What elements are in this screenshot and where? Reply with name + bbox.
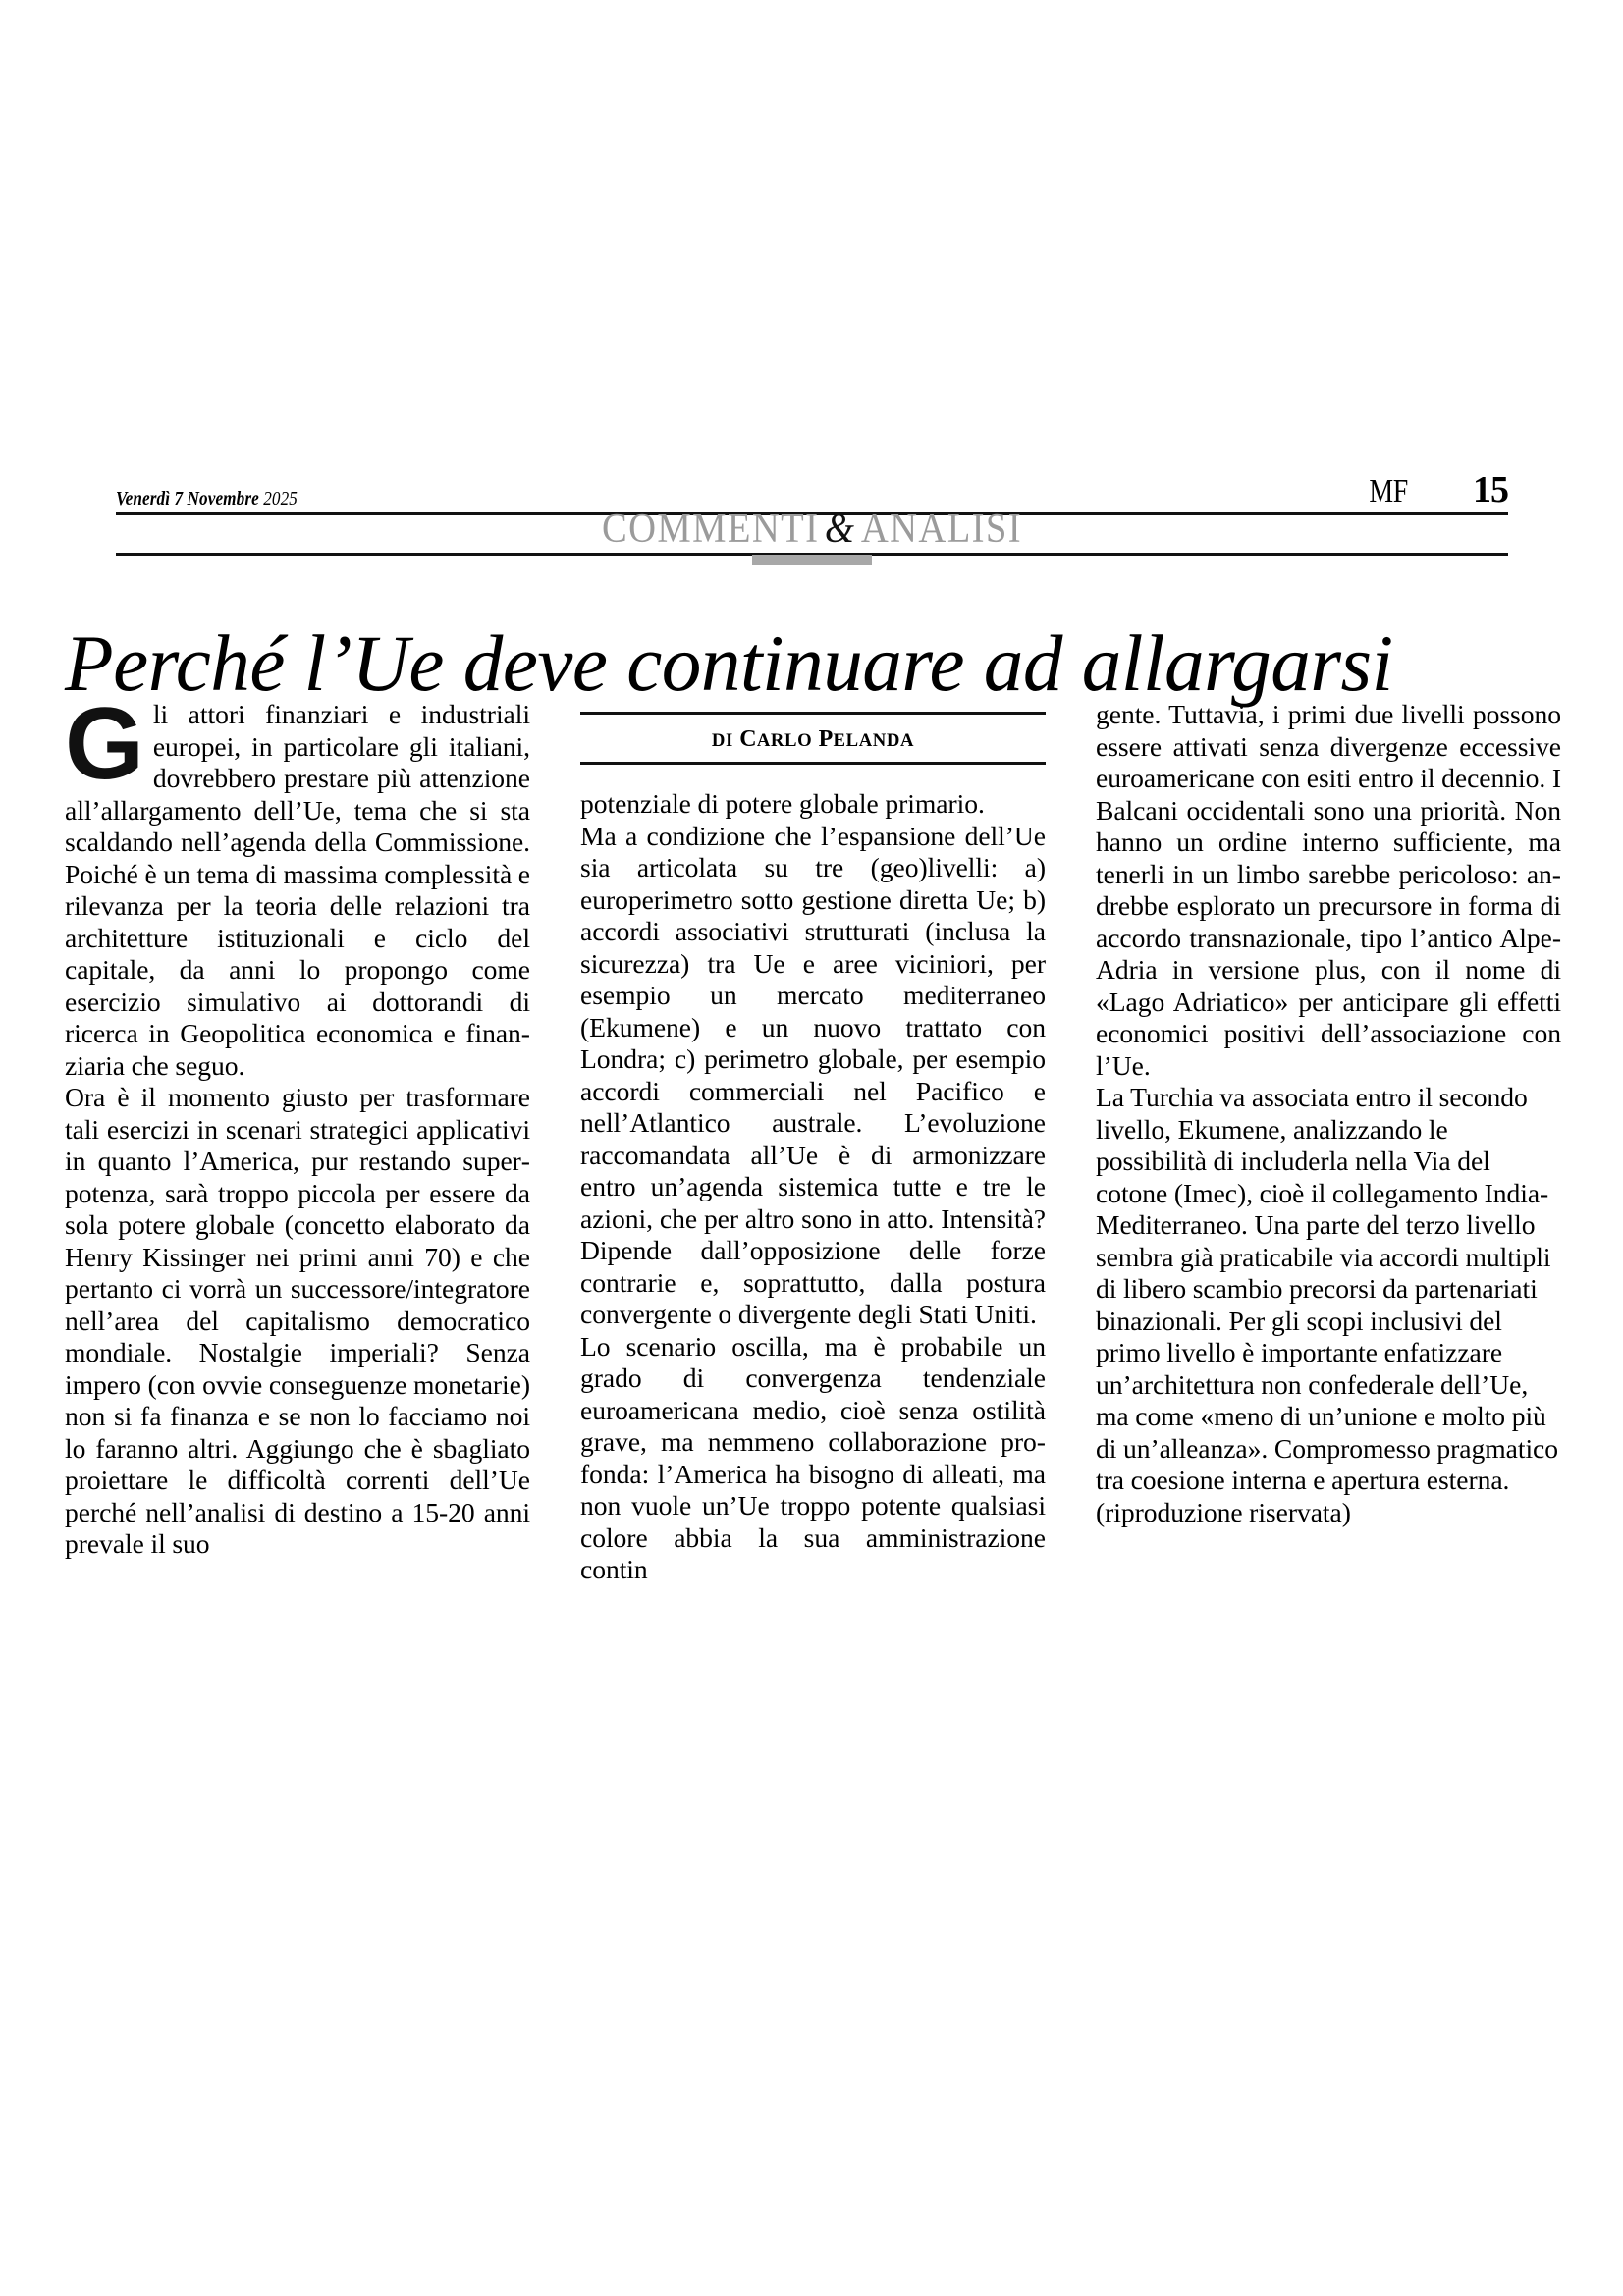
issue-date-day: Venerdì 7 Novembre — [116, 488, 259, 509]
byline-text — [712, 727, 914, 751]
section-rule — [116, 553, 1508, 556]
paragraph: Lo scenario oscilla, ma è probabile un grado di convergenza tendenziale euroamericana medio, cioè senza ostilità grave, ma nemmeno collaborazione profonda: l’America ha bisogno di alleati, ma non vuole un’Ue troppo potente qualsiasi colore abbia la sua amministrazione contin — [580, 1330, 1046, 1584]
article-body — [65, 687, 1561, 1586]
paragraph: potenziale di potere globale primario. — [580, 788, 985, 819]
publication-brand: MF — [1369, 473, 1408, 509]
paragraph: gente. Tuttavia, i primi due livelli possono essere attivati senza divergenze eccessive euroamericane con esiti entro il decennio. I Balcani occidentali sono una priorità. Non hanno un ordine interno sufficiente, ma tenerli in un limbo sarebbe pericoloso: andrebbe esplorato un precursore in forma di accordo transnazionale, tipo l’antico Alpe-Adria in versione plus, con il nome di «Lago Adriatico» per anticipare gli effetti economici positivi dell’associazione con l’Ue. — [1096, 699, 1561, 1081]
section-header — [116, 508, 1508, 556]
section-rule-tab — [752, 555, 872, 565]
issue-date-year: 2025 — [263, 488, 298, 509]
byline-author-last-initial: P — [818, 726, 834, 752]
section-word-commenti: COMMENTI — [601, 507, 820, 552]
byline-author-first-initial: C — [739, 726, 757, 752]
column-2 — [580, 699, 1046, 1586]
byline-author-last: ELANDA — [833, 730, 915, 751]
page-number: 15 — [1473, 469, 1508, 510]
paragraph: Ma a condizione che l’espansione dell’Ue sia articolata su tre (geo)livelli: a) europerimetro sotto gestione diretta Ue; b) accordi associativi strutturati (inclusa la sicurezza) tra Ue e aree viciniori, per esempio un mercato mediterraneo (Ekumene) e un nuovo trattato con Londra; c) perimetro globale, per esempio accordi commerciali nel Pacifico e nell’Atlantico australe. L’evoluzione raccomandata all’Ue è di armonizzare entro un’agenda sistemica tutte e tre le azioni, che per altro sono in atto. Intensità? Dipende dall’opposizione delle forze contrarie e, soprattutto, dalla postura convergente o divergente degli Stati Uniti. — [580, 820, 1046, 1329]
paragraph: Ora è il momento giusto per trasformare tali esercizi in scenari strategici applicativi in quanto l’America, pur restando superpotenza, sarà troppo piccola per essere da sola potere globale (concetto elaborato da Henry Kissinger nei primi anni 70) e che pertanto ci vorrà un successore/integratore nell’area del capitalismo democratico mondiale. Nostalgie imperiali? Senza impero (con ovvie conseguenze monetarie) non si fa finanza e se non lo facciamo noi lo faranno altri. Aggiungo che è sbagliato proiettare le difficoltà correnti dell’Ue perché nell’analisi di destino a 15-20 anni prevale il suo — [65, 1082, 530, 1559]
section-title — [172, 508, 1453, 553]
paragraph — [65, 687, 530, 1082]
paragraph-text: li attori finanziari e industriali europei, in particolare gli italiani, dovrebbero prestare più attenzione all’allargamento dell’Ue, tema che si sta scaldando nell’agenda della Commissione. Poiché è un tema di massima complessità e rilevanza per la teoria delle relazioni tra architetture istituzionali e ciclo del capitale, da anni lo propongo come esercizio simulativo ai dottorandi di ricerca in Geopolitica economica e finanziaria che seguo. — [65, 699, 530, 1081]
issue-date — [116, 489, 298, 508]
article-headline: Perché l’Ue deve continuare ad allargarsi — [65, 617, 1393, 708]
masthead-right — [1365, 471, 1508, 508]
section-word-analisi: ANALISI — [860, 507, 1023, 552]
byline-author-first: ARLO — [756, 730, 813, 751]
byline — [580, 712, 1046, 765]
byline-prefix: DI — [711, 730, 733, 751]
drop-cap: G — [65, 687, 144, 801]
paragraph: La Turchia va associata entro il secondo livello, Ekumene, analizzando le possibilità di includerla nella Via del cotone (Imec), cioè il collegamento India-Mediterraneo. Una parte del terzo livello sembra già praticabile via accordi multipli di libero scambio precorsi da partenariati binazionali. Per gli scopi inclusivi del primo livello è importante enfatizzare un’architettura non confederale dell’Ue, ma come «meno di un’unione e molto più di un’alleanza». Compromesso pragmatico tra coesione interna e apertura esterna. (riproduzione riservata) — [1096, 1082, 1559, 1527]
section-ampersand: & — [824, 507, 856, 552]
column-1 — [65, 687, 530, 1586]
column-3 — [1096, 699, 1561, 1586]
